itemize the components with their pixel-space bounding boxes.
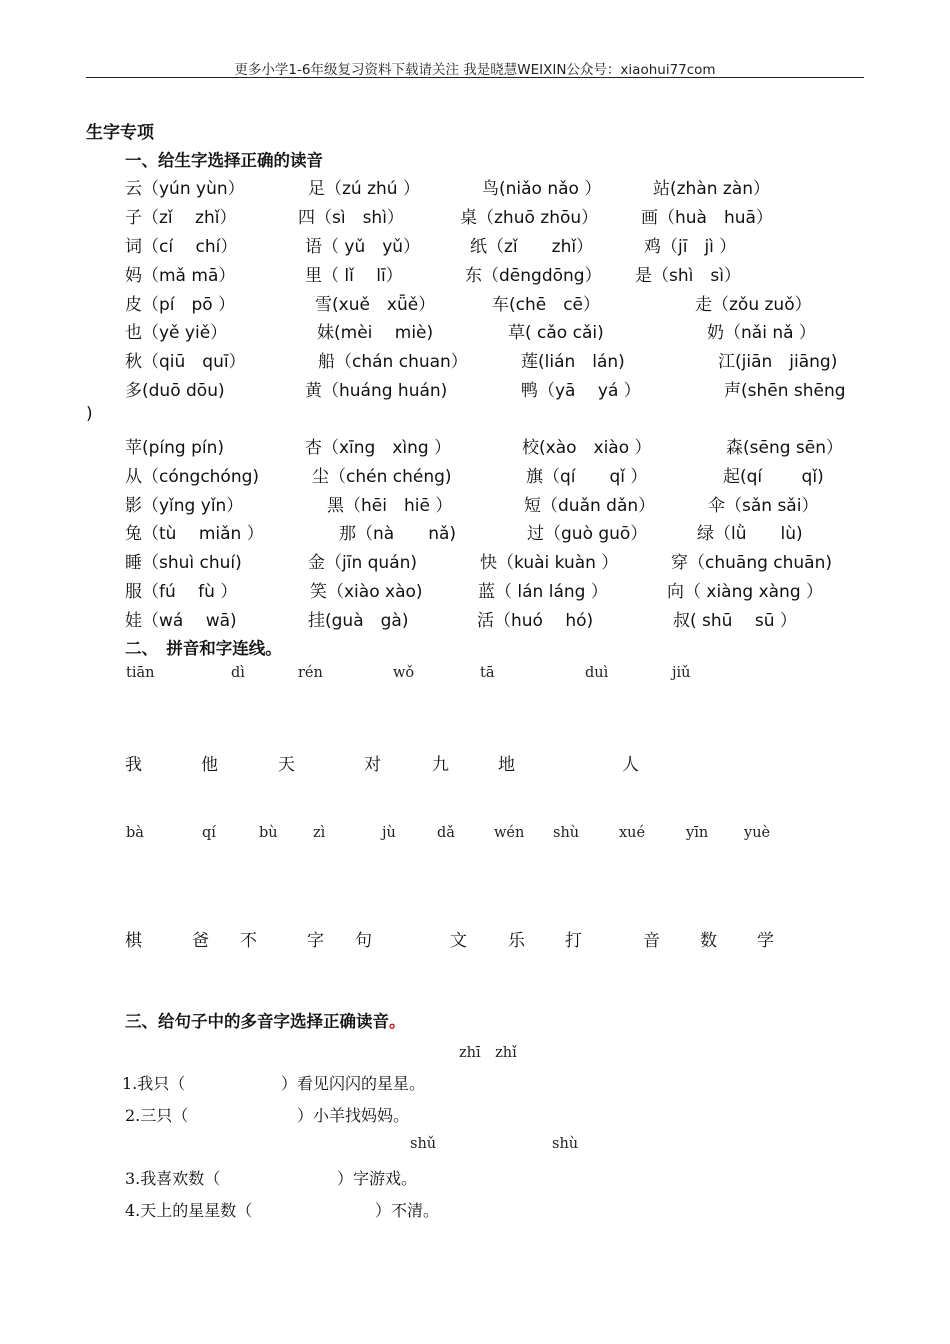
char-reading-item: 绿（lǜ lù) (697, 524, 803, 544)
character-option: 数 (700, 931, 717, 951)
sentence-4-start: 4.天上的星星数（ (125, 1201, 253, 1220)
char-reading-item: 也（yě yiě） (125, 323, 228, 343)
character-option: 九 (432, 755, 449, 775)
char-reading-item: 纸（zǐ zhǐ） (470, 237, 594, 257)
char-reading-item: 挂(guà gà) (308, 611, 409, 631)
character-option: 乐 (508, 931, 525, 951)
pinyin-option: duì (585, 665, 609, 681)
char-reading-item: 向（ xiàng xàng ） (667, 582, 824, 602)
char-reading-item: 从（cóngchóng) (125, 467, 260, 487)
char-reading-item: 旗（qí qǐ ） (526, 467, 648, 487)
char-reading-item: 鸡（jī jì ） (644, 237, 737, 257)
character-option: 音 (643, 931, 660, 951)
pinyin-option: rén (298, 665, 323, 681)
char-reading-item: 秋（qiū quī） (125, 352, 246, 372)
char-reading-item: 东（dēngdōng） (465, 266, 602, 286)
pinyin-option: shù (553, 825, 580, 841)
char-reading-item: 起(qí qǐ) (723, 467, 824, 487)
pinyin-option: dì (231, 665, 245, 681)
pinyin-option: zì (313, 825, 326, 841)
pinyin-hint-zhi: zhī zhǐ (459, 1045, 517, 1061)
pinyin-option: dǎ (437, 825, 455, 841)
pinyin-option: jù (382, 825, 396, 841)
pinyin-option: bù (259, 825, 278, 841)
char-reading-item: 语（ yǔ yǔ） (305, 237, 421, 257)
char-reading-item: 笑（xiào xào) (310, 582, 423, 602)
char-reading-item: 足（zú zhú ） (308, 179, 420, 199)
char-reading-item: 雪(xuě xǖě） (315, 295, 436, 315)
character-option: 文 (450, 931, 467, 951)
char-reading-item: 森(sēng sēn） (726, 438, 844, 458)
char-reading-item: 多(duō dōu) (125, 381, 225, 401)
char-reading-item: 草( cǎo cǎi) (508, 323, 604, 343)
header-divider (86, 77, 864, 78)
char-reading-item: 杏（xīng xìng ） (305, 438, 452, 458)
char-reading-item: 走（zǒu zuǒ） (695, 295, 812, 315)
sentence-3-start: 3.我喜欢数（ (125, 1169, 221, 1188)
sentence-4-end: ）不清。 (375, 1201, 440, 1220)
char-reading-item: 尘（chén chéng) (312, 467, 452, 487)
char-reading-item: 穿（chuāng chuān) (671, 553, 833, 573)
char-reading-item: 词（cí chí） (125, 237, 238, 257)
wrapped-paren: ) (86, 404, 93, 424)
character-option: 爸 (192, 931, 209, 951)
pinyin-option: wǒ (393, 665, 415, 681)
pinyin-option: xué (619, 825, 646, 841)
char-reading-item: 那（nà nǎ) (339, 524, 457, 544)
pinyin-option: bà (126, 825, 144, 841)
char-reading-item: 妹(mèi miè) (317, 323, 434, 343)
char-reading-item: 鸭（yā yá ） (521, 381, 641, 401)
character-option: 学 (757, 931, 774, 951)
character-option: 他 (201, 755, 218, 775)
pinyin-option: wén (494, 825, 525, 841)
char-reading-item: 兔（tù miǎn ） (125, 524, 264, 544)
pinyin-option: tiān (126, 665, 155, 681)
character-option: 我 (125, 755, 142, 775)
section3-heading-text: 三、给句子中的多音字选择正确读音 (125, 1012, 389, 1031)
page-title: 生字专项 (86, 123, 154, 143)
character-option: 不 (240, 931, 257, 951)
character-option: 天 (278, 755, 295, 775)
char-reading-item: 苹(píng pín) (125, 438, 225, 458)
char-reading-item: 子（zǐ zhǐ） (125, 208, 237, 228)
char-reading-item: 船（chán chuan） (318, 352, 468, 372)
char-reading-item: 妈（mǎ mā） (125, 266, 236, 286)
character-option: 对 (364, 755, 381, 775)
sentence-2-start: 2.三只（ (125, 1106, 189, 1125)
character-option: 字 (307, 931, 324, 951)
pinyin-option: tā (480, 665, 495, 681)
sentence-1-start: 1.我只（ (122, 1074, 186, 1093)
sentence-1-end: ）看见闪闪的星星。 (281, 1074, 426, 1093)
character-option: 打 (565, 931, 582, 951)
char-reading-item: 活（huó hó) (477, 611, 594, 631)
char-reading-item: 黑（hēi hiē ） (327, 496, 453, 516)
char-reading-item: 影（yǐng yǐn） (125, 496, 244, 516)
char-reading-item: 江(jiān jiāng) (718, 352, 838, 372)
section2-heading: 二、 拼音和字连线。 (125, 639, 282, 658)
char-reading-item: 云（yún yùn） (125, 179, 245, 199)
pinyin-hint-shu3: shǔ (410, 1136, 437, 1152)
char-reading-item: 过（guò guō） (527, 524, 648, 544)
section3-heading-period: 。 (389, 1012, 406, 1031)
char-reading-item: 金（jīn quán) (308, 553, 418, 573)
page-header: 更多小学1-6年级复习资料下载请关注 我是晓慧WEIXIN公众号：xiaohui77com (234, 62, 716, 78)
pinyin-option: jiǔ (672, 665, 691, 681)
char-reading-item: 校(xào xiào ） (522, 438, 652, 458)
character-option: 人 (622, 755, 639, 775)
character-option: 地 (498, 755, 515, 775)
char-reading-item: 是（shì sì） (635, 266, 741, 286)
character-option: 棋 (125, 931, 142, 951)
char-reading-item: 伞（sǎn sǎi） (708, 496, 819, 516)
char-reading-item: 叔( shū sū ） (673, 611, 797, 631)
char-reading-item: 服（fú fù ） (125, 582, 238, 602)
char-reading-item: 声(shēn shēng (724, 381, 846, 401)
char-reading-item: 睡（shuì chuí) (125, 553, 242, 573)
char-reading-item: 四（sì shì） (298, 208, 404, 228)
pinyin-option: yuè (744, 825, 771, 841)
char-reading-item: 娃（wá wā) (125, 611, 237, 631)
section3-heading (125, 1008, 406, 1032)
sentence-3-end: ）字游戏。 (337, 1169, 418, 1188)
char-reading-item: 画（huà huā） (641, 208, 773, 228)
char-reading-item: 莲(lián lán) (521, 352, 625, 372)
char-reading-item: 桌（zhuō zhōu） (460, 208, 599, 228)
char-reading-item: 站(zhàn zàn） (653, 179, 771, 199)
pinyin-option: yīn (686, 825, 709, 841)
char-reading-item: 快（kuài kuàn ） (480, 553, 619, 573)
char-reading-item: 车(chē cē） (492, 295, 601, 315)
pinyin-hint-shu4: shù (552, 1136, 579, 1152)
char-reading-item: 鸟(niǎo nǎo ） (482, 179, 602, 199)
char-reading-item: 黄（huáng huán) (305, 381, 448, 401)
sentence-2-end: ）小羊找妈妈。 (297, 1106, 410, 1125)
char-reading-item: 蓝（ lán láng ） (478, 582, 608, 602)
pinyin-option: qí (202, 825, 216, 841)
char-reading-item: 奶（nǎi nǎ ） (707, 323, 816, 343)
char-reading-item: 里（ lǐ lī） (305, 266, 403, 286)
char-reading-item: 短（duǎn dǎn） (524, 496, 656, 516)
section1-heading: 一、给生字选择正确的读音 (125, 151, 323, 170)
character-option: 句 (355, 931, 372, 951)
char-reading-item: 皮（pí pō ） (125, 295, 236, 315)
